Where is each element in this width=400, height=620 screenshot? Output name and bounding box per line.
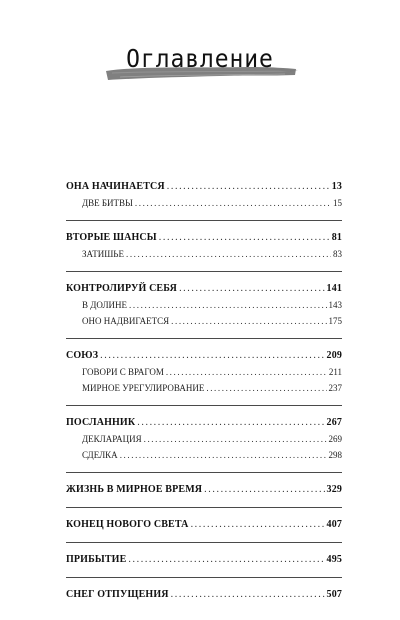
toc-page-number: 211 <box>328 367 342 377</box>
toc-page-number: 175 <box>328 316 342 326</box>
dot-leader <box>171 587 325 603</box>
dot-leader <box>167 179 330 195</box>
toc-entry-title: МИРНОЕ УРЕГУЛИРОВАНИЕ <box>82 383 205 393</box>
toc-entry-title: КОНЕЦ НОВОГО СВЕТА <box>66 519 189 530</box>
toc-sub-entry[interactable] <box>66 431 342 447</box>
toc-entry-title: ДВЕ БИТВЫ <box>82 198 133 208</box>
toc-sub-entry[interactable] <box>66 297 342 313</box>
toc-page-number: 13 <box>331 181 342 192</box>
toc-main-entry[interactable] <box>66 552 342 568</box>
dot-leader <box>144 431 327 447</box>
toc-main-entry[interactable] <box>66 230 342 246</box>
dot-leader <box>126 246 331 262</box>
toc-page-number: 507 <box>326 589 342 600</box>
toc-page-number: 298 <box>328 450 342 460</box>
section-divider <box>66 338 342 339</box>
section-divider <box>66 577 342 578</box>
title-block <box>100 38 300 88</box>
toc-page-number: 495 <box>326 554 342 565</box>
toc-section <box>66 179 342 211</box>
toc-main-entry[interactable] <box>66 482 342 498</box>
toc-main-entry[interactable] <box>66 179 342 195</box>
section-divider <box>66 405 342 406</box>
toc-page-number: 269 <box>328 434 342 444</box>
toc-sub-entry[interactable] <box>66 313 342 329</box>
toc-sub-entry[interactable] <box>66 447 342 463</box>
dot-leader <box>171 313 326 329</box>
section-divider <box>66 542 342 543</box>
toc-entry-title: СДЕЛКА <box>82 450 118 460</box>
section-divider <box>66 507 342 508</box>
dot-leader <box>206 380 326 396</box>
toc-entry-title: ПОСЛАННИК <box>66 417 136 428</box>
toc-entry-title: СОЮЗ <box>66 350 99 361</box>
toc-entry-title: ДЕКЛАРАЦИЯ <box>82 434 142 444</box>
toc-section <box>66 517 342 533</box>
toc-sub-entry[interactable] <box>66 364 342 380</box>
toc-section <box>66 587 342 603</box>
toc-page-number: 329 <box>326 484 342 495</box>
toc-main-entry[interactable] <box>66 415 342 431</box>
toc-entry-title: ГОВОРИ С ВРАГОМ <box>82 367 164 377</box>
toc-entry-title: ВТОРЫЕ ШАНСЫ <box>66 232 157 243</box>
toc-page-number: 407 <box>326 519 342 530</box>
toc-entry-title: ЖИЗНЬ В МИРНОЕ ВРЕМЯ <box>66 484 203 495</box>
toc-entry-title: СНЕГ ОТПУЩЕНИЯ <box>66 589 169 600</box>
toc-page-number: 237 <box>328 383 342 393</box>
toc-main-entry[interactable] <box>66 281 342 297</box>
dot-leader <box>179 281 324 297</box>
toc-entry-title: ЗАТИШЬЕ <box>82 249 124 259</box>
toc-page-number: 141 <box>326 283 342 294</box>
toc-sub-entry[interactable] <box>66 380 342 396</box>
toc-main-entry[interactable] <box>66 348 342 364</box>
toc-entry-title: ОНО НАДВИГАЕТСЯ <box>82 316 170 326</box>
toc-sub-entry[interactable] <box>66 246 342 262</box>
toc-section <box>66 281 342 329</box>
dot-leader <box>137 415 324 431</box>
table-of-contents <box>66 179 342 603</box>
toc-section <box>66 415 342 463</box>
toc-page-number: 143 <box>328 300 342 310</box>
dot-leader <box>159 230 330 246</box>
toc-entry-title: В ДОЛИНЕ <box>82 300 128 310</box>
section-divider <box>66 271 342 272</box>
toc-main-entry[interactable] <box>66 587 342 603</box>
page-title: Оглавление <box>126 44 274 73</box>
toc-page-number: 209 <box>326 350 342 361</box>
dot-leader <box>100 348 324 364</box>
toc-page-number: 15 <box>333 198 342 208</box>
dot-leader <box>204 482 324 498</box>
dot-leader <box>135 195 331 211</box>
toc-entry-title: КОНТРОЛИРУЙ СЕБЯ <box>66 283 178 294</box>
toc-section <box>66 482 342 498</box>
toc-sub-entry[interactable] <box>66 195 342 211</box>
section-divider <box>66 220 342 221</box>
toc-page-number: 83 <box>333 249 342 259</box>
toc-section <box>66 230 342 262</box>
dot-leader <box>166 364 327 380</box>
section-divider <box>66 472 342 473</box>
dot-leader <box>128 552 324 568</box>
toc-page-number: 81 <box>331 232 342 243</box>
dot-leader <box>191 517 325 533</box>
toc-page-number: 267 <box>326 417 342 428</box>
toc-section <box>66 348 342 396</box>
dot-leader <box>120 447 327 463</box>
dot-leader <box>129 297 326 313</box>
toc-main-entry[interactable] <box>66 517 342 533</box>
toc-entry-title: ПРИБЫТИЕ <box>66 554 127 565</box>
toc-section <box>66 552 342 568</box>
toc-entry-title: ОНА НАЧИНАЕТСЯ <box>66 181 165 192</box>
